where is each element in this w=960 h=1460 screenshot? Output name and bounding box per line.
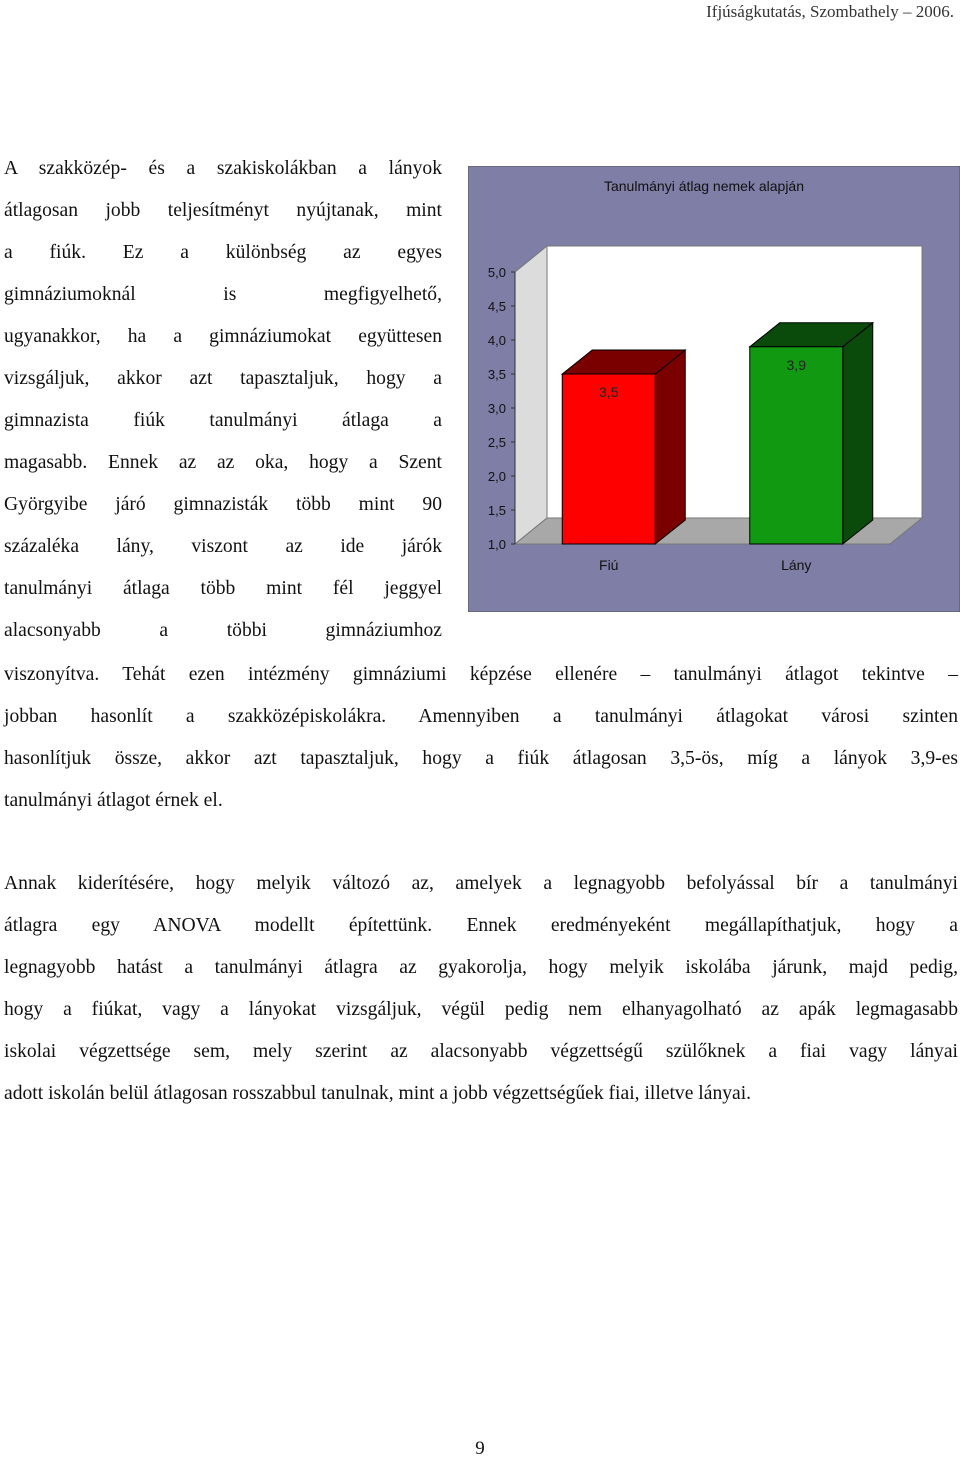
text-line: hasonlítjuk össze, akkor azt tapasztaljuk, hogy a fiúk átlagosan 3,5-ös, míg a lányok 3,9-es <box>4 748 958 769</box>
text-line: ugyanakkor, ha a gimnáziumokat együttesen <box>4 326 442 347</box>
text-line: gimnáziumoknál is megfigyelhető, <box>4 284 442 305</box>
chart-title: Tanulmányi átlag nemek alapján <box>603 178 805 194</box>
bar-side-lány <box>843 323 873 544</box>
text-line: viszonyítva. Tehát ezen intézmény gimnáziumi képzése ellenére – tanulmányi átlagot tekintve – <box>4 664 958 685</box>
text-line: Annak kiderítésére, hogy melyik változó az, amelyek a legnagyobb befolyással bír a tanulmányi <box>4 873 958 894</box>
text-line: adott iskolán belül átlagosan rosszabbul tanulnak, mint a jobb végzettségűek fiai, illetve lányai. <box>4 1083 752 1104</box>
text-line: tanulmányi átlaga több mint fél jeggyel <box>4 578 442 599</box>
x-tick-label: Fiú <box>599 557 619 573</box>
text-line: tanulmányi átlagot érnek el. <box>4 790 223 811</box>
text-line: vizsgáljuk, akkor azt tapasztaljuk, hogy a <box>4 368 442 389</box>
running-header: Ifjúságkutatás, Szombathely – 2006. <box>706 2 954 21</box>
y-tick-label: 4,5 <box>487 299 506 314</box>
text-line: A szakközép- és a szakiskolákban a lányok <box>4 158 442 179</box>
plot-side-wall <box>515 246 547 544</box>
text-line: Györgyibe járó gimnazisták több mint 90 <box>4 494 442 515</box>
y-tick-label: 4,0 <box>487 333 506 348</box>
text-line: átlagra egy ANOVA modellt építettünk. Ennek eredményeként megállapíthatjuk, hogy a <box>4 915 958 936</box>
y-tick-label: 5,0 <box>487 265 506 280</box>
text-line: magasabb. Ennek az az oka, hogy a Szent <box>4 452 442 473</box>
y-tick-label: 2,5 <box>487 435 506 450</box>
data-label: 3,5 <box>599 384 619 400</box>
text-line: százaléka lány, viszont az ide járók <box>4 536 442 557</box>
text-line: gimnazista fiúk tanulmányi átlaga a <box>4 410 442 431</box>
y-tick-label: 3,5 <box>487 367 506 382</box>
text-line: átlagosan jobb teljesítményt nyújtanak, mint <box>4 200 442 221</box>
bar-chart <box>468 166 960 612</box>
text-line: hogy a fiúkat, vagy a lányokat vizsgáljuk, végül pedig nem elhanyagolható az apák legmagasabb <box>4 999 958 1020</box>
paragraph-1-wrapped <box>4 148 442 652</box>
data-label: 3,9 <box>786 356 806 373</box>
paragraph-2 <box>4 863 958 1115</box>
bar-side-fiú <box>655 350 685 544</box>
paragraph-1-continued <box>4 654 958 822</box>
text-line: alacsonyabb a többi gimnáziumhoz <box>4 620 442 641</box>
x-tick-label: Lány <box>781 557 812 573</box>
y-tick-label: 3,0 <box>487 401 506 416</box>
y-tick-label: 1,0 <box>487 537 506 552</box>
bar-lány <box>750 347 843 544</box>
text-line: jobban hasonlít a szakközépiskolákra. Amennyiben a tanulmányi átlagokat városi szinten <box>4 706 958 727</box>
y-tick-label: 1,5 <box>487 503 506 518</box>
y-tick-label: 2,0 <box>487 469 506 484</box>
page-number: 9 <box>475 1438 485 1459</box>
text-line: a fiúk. Ez a különbség az egyes <box>4 242 442 263</box>
text-line: legnagyobb hatást a tanulmányi átlagra az gyakorolja, hogy melyik iskolába járunk, majd pedig, <box>4 957 958 978</box>
text-line: iskolai végzettsége sem, mely szerint az alacsonyabb végzettségű szülőknek a fiai vagy lányai <box>4 1041 958 1062</box>
